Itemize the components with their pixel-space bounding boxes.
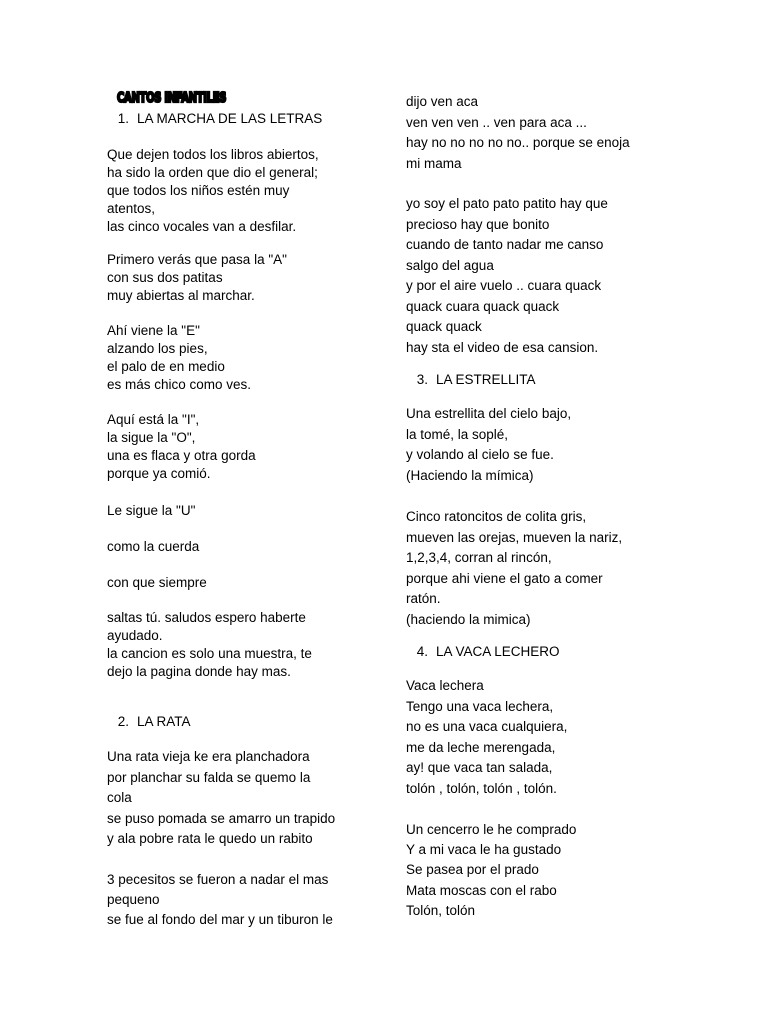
- verse-line: se puso pomada se amarro un trapido: [107, 810, 336, 826]
- stanza: [406, 507, 668, 630]
- verse-line: las cinco vocales van a desfilar.: [107, 219, 297, 234]
- stanza: [107, 322, 367, 394]
- stanza: [406, 404, 668, 486]
- verse-line: por planchar su falda se quemo la: [107, 769, 311, 785]
- verse-line: y por el aire vuelo .. cuara quack: [406, 278, 602, 293]
- verse-line: la tomé, la soplé,: [406, 426, 509, 442]
- verse-line: porque ya comió.: [107, 466, 211, 481]
- verse-line: (Haciendo la mímica): [406, 467, 534, 483]
- verse-line: muy abiertas al marchar.: [107, 288, 255, 303]
- verse-line: que todos los niños estén muy: [107, 183, 290, 198]
- verse-line: quack quack: [406, 319, 482, 334]
- verse-line: con sus dos patitas: [107, 270, 223, 285]
- verse-line: Vaca lechera: [406, 678, 484, 693]
- verse-line: Tolón, tolón: [406, 902, 476, 918]
- document-title: CANTOS INFANTILES: [117, 91, 227, 106]
- verse-line: dijo ven aca: [406, 94, 479, 109]
- song-heading-vaca: [406, 643, 560, 661]
- stanza: [107, 146, 367, 236]
- verse-line: hay sta el video de esa cansion.: [406, 339, 599, 355]
- verse-line: Primero verás que pasa la "A": [107, 252, 287, 267]
- verse-line: ayudado.: [107, 628, 163, 643]
- song-heading-estrellita: [406, 371, 536, 389]
- verse-line: Y a mi vaca le ha gustado: [406, 842, 562, 858]
- verse-line: Se pasea por el prado: [406, 862, 539, 878]
- verse-line: como la cuerda: [107, 539, 200, 554]
- verse-line: dejo la pagina donde hay mas.: [107, 664, 291, 679]
- song-title: LA ESTRELLITA: [436, 372, 536, 387]
- verse-line: yo soy el pato pato patito hay que: [406, 196, 608, 211]
- stanza: [107, 502, 367, 520]
- verse-line: precioso hay que bonito: [406, 216, 550, 232]
- song-number: 2.: [117, 714, 129, 729]
- verse-line: y ala pobre rata le quedo un rabito: [107, 831, 313, 846]
- verse-line: Una rata vieja ke era planchadora: [107, 749, 310, 764]
- verse-line: quack cuara quack quack: [406, 298, 560, 314]
- verse-line: ratón.: [406, 591, 441, 606]
- verse-line: Tengo una vaca lechera,: [406, 698, 554, 714]
- verse-line: con que siempre: [107, 575, 207, 590]
- verse-line: alzando los pies,: [107, 341, 208, 356]
- verse-line: no es una vaca cualquiera,: [406, 719, 568, 734]
- verse-line: se fue al fondo del mar y un tiburon le: [107, 912, 333, 927]
- song-title: LA RATA: [137, 714, 191, 729]
- song-heading-marcha: [107, 110, 322, 128]
- stanza: [107, 870, 367, 930]
- verse-line: me da leche merengada,: [406, 739, 556, 755]
- verse-line: Cinco ratoncitos de colita gris,: [406, 509, 587, 524]
- verse-line: cola: [107, 790, 132, 805]
- song-heading-rata: [107, 713, 191, 731]
- song-number: 3.: [416, 372, 428, 387]
- verse-line: Ahí viene la "E": [107, 323, 200, 338]
- stanza: [107, 251, 367, 305]
- verse-line: Un cencerro le he comprado: [406, 822, 577, 837]
- stanza: [406, 676, 668, 799]
- verse-line: ay! que vaca tan salada,: [406, 760, 553, 775]
- verse-line: ven ven ven .. ven para aca ...: [406, 114, 587, 130]
- verse-line: hay no no no no no.. porque se enoja: [406, 135, 630, 150]
- verse-line: mueven las orejas, mueven la nariz,: [406, 529, 623, 545]
- song-number: 4.: [416, 644, 428, 659]
- verse-line: Una estrellita del cielo bajo,: [406, 406, 572, 421]
- verse-line: Que dejen todos los libros abiertos,: [107, 147, 319, 162]
- verse-line: Le sigue la "U": [107, 503, 196, 518]
- stanza: [107, 538, 367, 556]
- verse-line: Aquí está la "I",: [107, 412, 200, 427]
- stanza: [107, 411, 367, 483]
- stanza: [406, 92, 668, 174]
- verse-line: ha sido la orden que dio el general;: [107, 165, 318, 180]
- verse-line: porque ahi viene el gato a comer: [406, 570, 603, 586]
- stanza: [107, 747, 367, 850]
- verse-line: tolón , tolón, tolón , tolón.: [406, 780, 557, 796]
- verse-line: el palo de en medio: [107, 359, 225, 374]
- verse-line: salgo del agua: [406, 257, 494, 273]
- stanza: [107, 574, 367, 592]
- song-title: LA MARCHA DE LAS LETRAS: [137, 111, 323, 126]
- song-number: 1.: [117, 111, 129, 126]
- verse-line: una es flaca y otra gorda: [107, 448, 256, 463]
- verse-line: 1,2,3,4, corran al rincón,: [406, 550, 552, 565]
- stanza: [107, 609, 367, 681]
- verse-line: (haciendo la mimica): [406, 611, 531, 627]
- song-title: LA VACA LECHERO: [436, 644, 560, 659]
- verse-line: 3 pecesitos se fueron a nadar el mas: [107, 872, 329, 887]
- verse-line: cuando de tanto nadar me canso: [406, 237, 604, 252]
- verse-line: Mata moscas con el rabo: [406, 882, 557, 898]
- verse-line: y volando al cielo se fue.: [406, 447, 554, 462]
- verse-line: mi mama: [406, 155, 462, 171]
- verse-line: la sigue la "O",: [107, 430, 196, 445]
- verse-line: saltas tú. saludos espero haberte: [107, 610, 306, 625]
- verse-line: es más chico como ves.: [107, 377, 252, 392]
- verse-line: la cancion es solo una muestra, te: [107, 646, 312, 661]
- verse-line: atentos,: [107, 201, 156, 216]
- verse-line: pequeno: [107, 892, 160, 907]
- stanza: [406, 820, 668, 921]
- stanza: [406, 194, 668, 358]
